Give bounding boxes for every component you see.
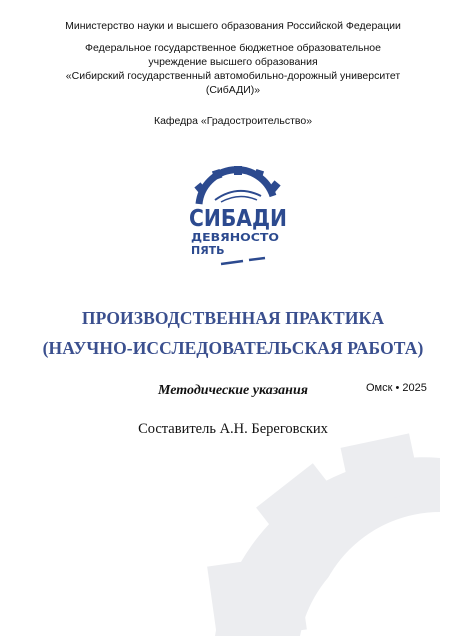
- institution-line-2: учреждение высшего образования: [148, 56, 318, 68]
- logo-name: СИБАДИ: [189, 206, 287, 232]
- department-text: Кафедра «Градостроительство»: [153, 115, 313, 127]
- subtitle-text: Методические указания: [158, 383, 308, 398]
- logo-dash-1: [221, 261, 243, 264]
- institution-line-4: (СибАДИ)»: [205, 84, 261, 96]
- author-text: Составитель А.Н. Береговских: [138, 421, 328, 437]
- ministry-text: Министерство науки и высшего образования Российской Федерации: [65, 20, 401, 32]
- institution-line-1: Федеральное государственное бюджетное образовательное: [85, 42, 381, 54]
- title-line-2: (НАУЧНО-ИССЛЕДОВАТЕЛЬСКАЯ РАБОТА): [42, 338, 424, 358]
- logo-line-3: ПЯТЬ: [191, 244, 225, 257]
- footer-city-year: Омск • 2025: [366, 382, 427, 394]
- title-line-1: ПРОИЗВОДСТВЕННАЯ ПРАКТИКА: [81, 308, 385, 328]
- sibadi-logo: [185, 166, 291, 270]
- gear-icon: [194, 166, 280, 204]
- institution-line-3: «Сибирский государственный автомобильно-дорожный университет: [65, 70, 401, 82]
- logo-line-2: ДЕВЯНОСТО: [191, 231, 279, 244]
- logo-dash-2: [249, 258, 265, 260]
